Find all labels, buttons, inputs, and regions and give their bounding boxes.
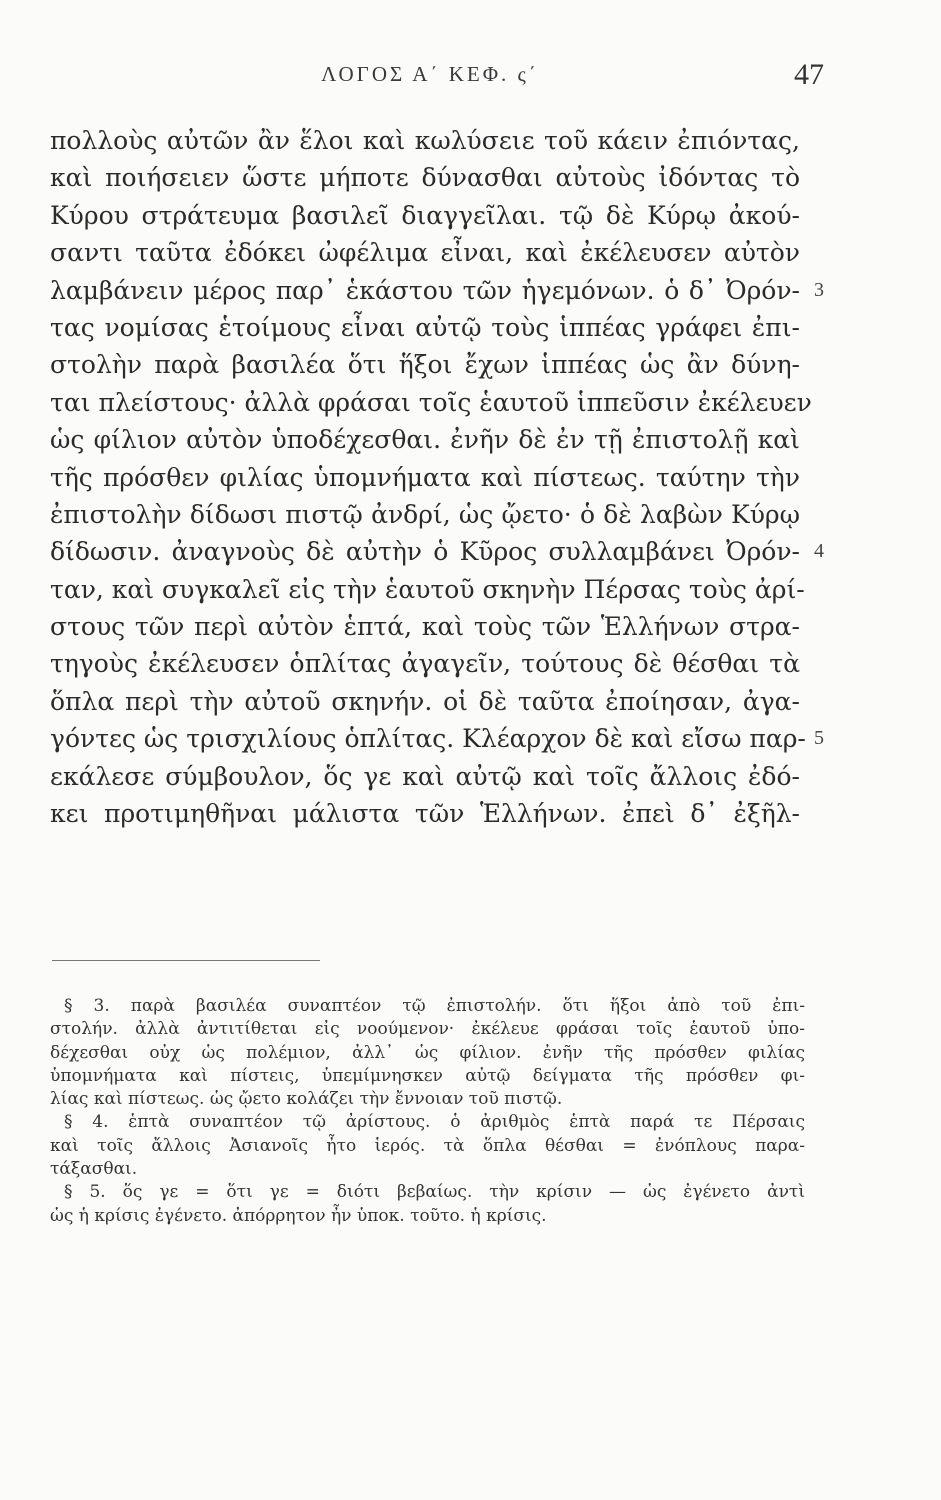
text-line-content: τας νομίσας ἑτοίμους εἶναι αὐτῷ τοὺς ἱππέας γράφει ἐπι- <box>50 312 800 342</box>
section-number: 5 <box>814 727 824 750</box>
commentary-notes <box>50 995 805 1228</box>
footnote-rule <box>52 960 320 961</box>
text-line-content: ὅπλα περὶ τὴν αὐτοῦ σκηνήν. οἱ δὲ ταῦτα ἐποίησαν, ἀγα- <box>50 686 800 716</box>
text-line <box>50 309 800 346</box>
section-number: 3 <box>814 278 824 301</box>
text-line <box>50 720 824 757</box>
text-line <box>50 384 812 421</box>
note-line: καὶ τοῖς ἄλλοις Ἀσιανοῖς ἦτο ἱερός. τὰ ὅπλα θέσθαι = ἐνόπλους παρα- <box>50 1135 805 1156</box>
section-number: 4 <box>814 540 824 563</box>
text-line-content: ται πλείστους· ἀλλὰ φράσαι τοῖς ἑαυτοῦ ἱππεῦσιν ἐκέλευεν <box>50 387 812 417</box>
text-line <box>50 645 800 682</box>
text-line <box>50 533 824 570</box>
text-line-content: καὶ ποιήσειεν ὥστε μήποτε δύνασθαι αὐτοὺς ἰδόντας τὸ <box>50 163 800 193</box>
note-line: § 4. ἑπτὰ συναπτέον τῷ ἀρίστους. ὁ ἀριθμὸς ἑπτὰ παρά τε Πέρσαις <box>64 1112 805 1133</box>
text-line <box>50 272 824 309</box>
text-line <box>50 421 800 458</box>
main-text <box>50 122 824 832</box>
text-line <box>50 459 800 496</box>
text-line <box>50 608 800 645</box>
note-line: λίας καὶ πίστεως. ὡς ᾤετο κολάζει τὴν ἔννοιαν τοῦ πιστῷ. <box>50 1089 563 1110</box>
text-line-content: σαντι ταῦτα ἐδόκει ὠφέλιμα εἶναι, καὶ ἐκέλευσεν αὐτὸν <box>50 238 800 268</box>
note-line: στολήν. ἀλλὰ ἀντιτίθεται εἰς νοούμενον· ἐκέλευε φράσαι τοῖς ἑαυτοῦ ὑπο- <box>50 1019 805 1040</box>
text-line <box>50 159 800 196</box>
text-line-content: κει προτιμηθῆναι μάλιστα τῶν Ἑλλήνων. ἐπεὶ δ᾽ ἐξῆλ- <box>50 799 800 829</box>
text-line-content: στολὴν παρὰ βασιλέα ὅτι ἥξοι ἔχων ἱππέας ὡς ἂν δύνη- <box>50 350 800 380</box>
text-line-content: τῆς πρόσθεν φιλίας ὑπομνήματα καὶ πίστεως. ταύτην τὴν <box>50 462 800 492</box>
note-line: τάξασθαι. <box>50 1159 138 1180</box>
text-line-content: εκάλεσε σύμβουλον, ὅς γε καὶ αὐτῷ καὶ τοῖς ἄλλοις ἐδό- <box>50 761 800 791</box>
text-line-content: στους τῶν περὶ αὐτὸν ἑπτά, καὶ τοὺς τῶν Ἑλλήνων στρα- <box>50 612 800 642</box>
page-header <box>60 58 824 102</box>
text-line-content: Κύρου στράτευμα βασιλεῖ διαγγεῖλαι. τῷ δὲ Κύρῳ ἀκού- <box>50 200 800 230</box>
note-line: δέχεσθαι οὐχ ὡς πολέμιον, ἀλλ᾽ ὡς φίλιον. ἐνῆν τῆς πρόσθεν φιλίας <box>50 1042 805 1063</box>
text-line <box>50 122 800 159</box>
text-line <box>50 197 800 234</box>
text-line <box>50 758 800 795</box>
running-head: ΛΟΓΟΣ Α΄ ΚΕΦ. ς΄ <box>321 62 539 86</box>
text-line-content: ἐπιστολὴν δίδωσι πιστῷ ἀνδρί, ὡς ᾤετο· ὁ δὲ λαβὼν Κύρῳ <box>50 499 800 529</box>
text-line <box>50 346 800 383</box>
text-line-content: δίδωσιν. ἀναγνοὺς δὲ αὐτὴν ὁ Κῦρος συλλαμβάνει Ὀρόν- <box>50 537 800 567</box>
text-line-content: γόντες ὡς τρισχιλίους ὁπλίτας. Κλέαρχον δὲ καὶ εἴσω παρ- <box>50 724 806 754</box>
text-line-content: ὡς φίλιον αὐτὸν ὑποδέχεσθαι. ἐνῆν δὲ ἐν τῇ ἐπιστολῇ καὶ <box>50 425 800 455</box>
text-line-content: πολλοὺς αὐτῶν ἂν ἕλοι καὶ κωλύσειε τοῦ κάειν ἐπιόντας, <box>50 126 800 155</box>
text-line <box>50 795 800 832</box>
note-line: ὑπομνήματα καὶ πίστεις, ὑπεμίμνησκεν αὐτῷ δείγματα τῆς πρόσθεν φι- <box>50 1065 805 1086</box>
note-line: ὡς ἡ κρίσις ἐγένετο. ἀπόρρητον ἦν ὑποκ. τοῦτο. ἡ κρίσις. <box>50 1205 547 1226</box>
note-line: § 5. ὅς γε = ὅτι γε = διότι βεβαίως. τὴν κρίσιν — ὡς ἐγένετο ἀντὶ <box>64 1182 805 1203</box>
text-line-content: τηγοὺς ἐκέλευσεν ὁπλίτας ἀγαγεῖν, τούτους δὲ θέσθαι τὰ <box>50 649 800 679</box>
text-line <box>50 683 800 720</box>
text-line-content: λαμβάνειν μέρος παρ᾽ ἑκάστου τῶν ἡγεμόνων. ὁ δ᾽ Ὀρόν- <box>50 275 800 305</box>
text-line <box>50 496 800 533</box>
text-line <box>50 234 800 271</box>
text-line-content: ταν, καὶ συγκαλεῖ εἰς τὴν ἑαυτοῦ σκηνὴν Πέρσας τοὺς ἀρί- <box>50 574 805 604</box>
text-line <box>50 571 805 608</box>
page-number: 47 <box>794 58 824 91</box>
note-line: § 3. παρὰ βασιλέα συναπτέον τῷ ἐπιστολήν. ὅτι ἥξοι ἀπὸ τοῦ ἐπι- <box>64 996 805 1016</box>
